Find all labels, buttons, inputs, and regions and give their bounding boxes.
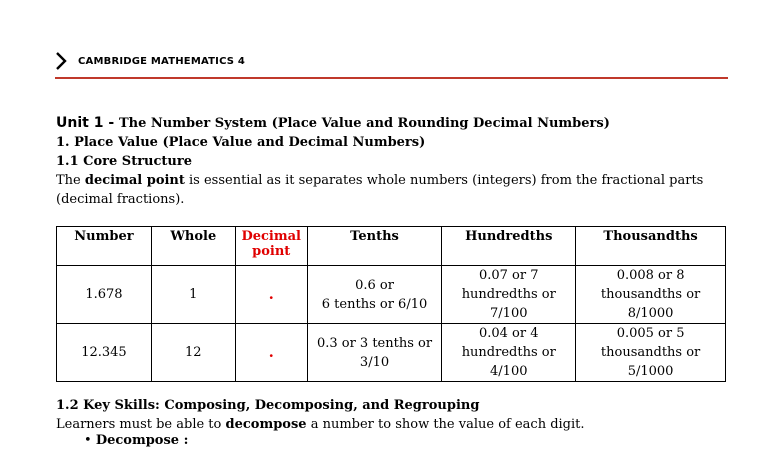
- place-value-table: [56, 226, 726, 382]
- cell-line: hundredths or: [461, 287, 556, 302]
- section-heading-1: 1. Place Value (Place Value and Decimal Numbers): [56, 135, 426, 150]
- section-heading-1-1: 1.1 Core Structure: [56, 154, 192, 169]
- cell-number: 12.345: [57, 324, 152, 382]
- skills-text-b: a number to show the value of each digit.: [306, 417, 585, 432]
- unit-heading: [56, 114, 736, 133]
- cell-line: 0.3 or 3 tenths or: [316, 335, 433, 351]
- skills-bold-term: decompose: [225, 417, 307, 432]
- cell-decimal-point: .: [235, 324, 307, 382]
- cell-line: 0.04 or 4: [478, 326, 539, 341]
- cell-hundredths: [442, 324, 576, 382]
- skills-text-a: Learners must be able to: [56, 417, 226, 432]
- col-header-whole: Whole: [151, 227, 235, 266]
- intro-text-a: The: [56, 173, 85, 188]
- cell-thousandths: [576, 324, 726, 382]
- cell-line: 5/1000: [627, 364, 674, 379]
- unit-lead: Unit 1 -: [56, 115, 119, 131]
- bullet-item: • Decompose :: [84, 433, 189, 448]
- cell-line: thousandths or: [600, 345, 701, 360]
- col-header-number: Number: [57, 227, 152, 266]
- cell-line: 0.6 or: [355, 277, 394, 293]
- document-body: [56, 114, 736, 209]
- cell-line: hundredths or: [461, 345, 556, 360]
- col-header-thousandths: Thousandths: [576, 227, 726, 266]
- cell-line: 0.008 or 8: [616, 268, 685, 283]
- intro-bold-term: decimal point: [84, 173, 185, 188]
- section-heading-1-2: 1.2 Key Skills: Composing, Decomposing, and Regrouping: [56, 398, 480, 413]
- cell-line: thousandths or: [600, 287, 701, 302]
- chevron-right-icon: [52, 50, 70, 72]
- cell-tenths: [307, 324, 442, 382]
- intro-text-b: is essential as it separates whole numbers (integers) from the fractional parts: [184, 173, 704, 188]
- cell-line: 7/100: [490, 306, 528, 321]
- cell-line: 0.005 or 5: [616, 326, 685, 341]
- cell-line: 8/1000: [627, 306, 674, 321]
- col-header-hundredths: Hundredths: [442, 227, 576, 266]
- table-header-row: [57, 227, 726, 266]
- page-header: [52, 50, 245, 72]
- header-title: CAMBRIDGE MATHEMATICS 4: [78, 55, 246, 67]
- skills-paragraph: [56, 415, 736, 434]
- table-row: [57, 266, 726, 324]
- cell-line: 3/10: [359, 354, 390, 370]
- header-divider: [55, 77, 728, 79]
- cell-whole: 12: [151, 324, 235, 382]
- cell-tenths: [307, 266, 442, 324]
- cell-thousandths: [576, 266, 726, 324]
- skills-section: [56, 396, 736, 434]
- cell-decimal-point: .: [235, 266, 307, 324]
- cell-line: 0.07 or 7: [478, 268, 539, 283]
- cell-line: 6 tenths or 6/10: [321, 296, 428, 312]
- cell-number: 1.678: [57, 266, 152, 324]
- bullet-text: Decompose :: [95, 433, 189, 448]
- table-row: [57, 324, 726, 382]
- intro-paragraph-line2: (decimal fractions).: [56, 192, 185, 207]
- unit-title: The Number System (Place Value and Rounding Decimal Numbers): [119, 116, 610, 131]
- col-header-tenths: Tenths: [307, 227, 442, 266]
- cell-whole: 1: [151, 266, 235, 324]
- cell-line: 4/100: [490, 364, 528, 379]
- col-header-decimal-point: Decimal point: [235, 227, 307, 266]
- intro-paragraph: [56, 171, 736, 190]
- cell-hundredths: [442, 266, 576, 324]
